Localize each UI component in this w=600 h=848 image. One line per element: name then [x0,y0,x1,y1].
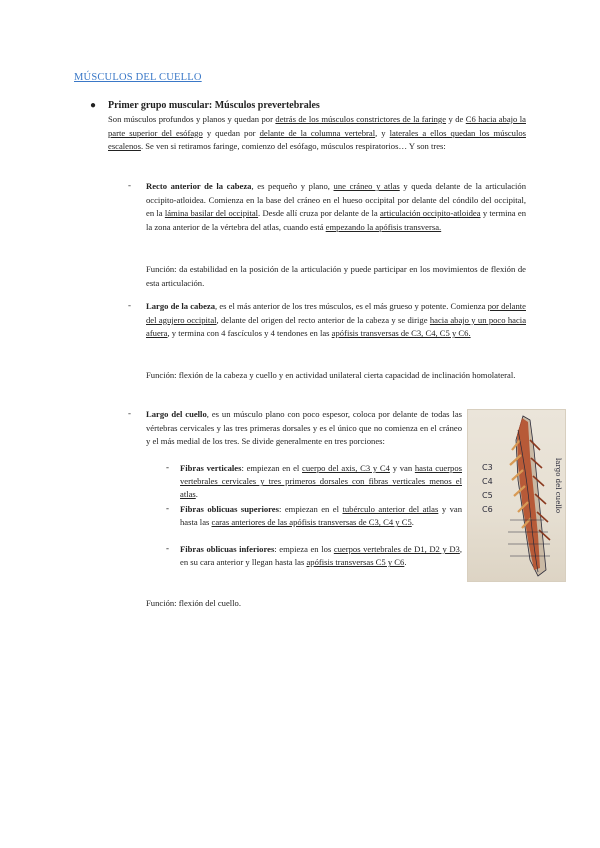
text-run: . [195,489,198,500]
text-run: . [411,517,414,528]
text-run: Son músculos profundos y planos y quedan por [108,114,276,124]
text-run: y van hasta las [180,504,462,528]
portion-name: Fibras oblicuas superiores [180,504,279,514]
text-run: y van [389,463,415,473]
underlined-text: cuerpo del axis, C3 y C4 [302,463,390,473]
text-run: . Desde allí cruza por delante de la [258,208,380,219]
muscle-largo-cuello [146,408,462,449]
underlined-text: lámina basilar del occipital [164,208,259,219]
underlined-text: detrás de los músculos constrictores de la faringe [275,114,447,124]
text-run: y de [446,114,466,124]
text-run: , delante del origen del recto anterior de la cabeza y se dirige [216,314,430,325]
vertical-caption: largo del cuello [554,458,562,514]
portion-oblicuas-inferiores [180,543,462,569]
text-run: . [404,557,407,568]
underlined-text: caras anteriores de las apófisis transversas de C3, C4 y C5 [211,517,412,528]
portion-fibras-verticales [180,462,462,502]
label-c4: C4 [482,477,493,486]
underlined-text: apófisis transversas C5 y C6 [306,557,405,568]
underlined-text: por delante del agujero occipital [146,301,526,325]
muscle-drawing-svg [468,410,565,581]
portion-name: Fibras oblicuas inferiores [180,544,275,554]
text-run: : empieza en los [274,544,334,554]
muscle-recto-anterior [146,180,526,234]
muscle-name: Largo de la cabeza [146,301,216,311]
dash-icon: - [166,543,169,553]
underlined-text: delante de la columna vertebral [259,127,376,138]
text-run: , y termina con 4 fascículos y 4 tendones en las [167,328,332,339]
intro-paragraph [108,113,526,154]
muscle-drawing-image [467,409,566,582]
underlined-text: C6 hacia abajo la parte superior del esófago [108,114,526,138]
portion-oblicuas-superiores [180,503,462,529]
muscle-largo-cabeza [146,300,526,341]
underlined-text: hacia abajo y un poco hacia afuera [146,314,527,339]
dash-icon: - [166,503,169,513]
text-run: . Se ven si retiramos faringe, comienzo del esófago, músculos respiratorios… Y son tres: [140,141,446,152]
text-run: y queda delante de la articulación occipito-atloidea. Comienza en la base del cráneo en el hueso occipital por delante del cóndilo del occipital, en la [146,181,526,219]
text-run: , en su cara anterior y llegan hasta las [180,544,462,568]
muscle-function: Función: flexión de la cabeza y cuello y en actividad unilateral cierta capacidad de inclinación homolateral. [146,370,516,380]
group-heading: Primer grupo muscular: Músculos prevertebrales [108,100,320,111]
bullet-icon: ● [90,100,97,111]
underlined-text: empezando la apófisis transversa. [325,221,442,232]
underlined-text: une cráneo y atlas [333,181,400,191]
label-c3: C3 [482,463,493,472]
section-title: MÚSCULOS DEL CUELLO [74,72,202,83]
label-c6: C6 [482,505,493,514]
underlined-text: laterales a ellos quedan los músculos escalenos [108,127,526,152]
underlined-text: cuerpos vertebrales de D1, D2 y D3 [333,544,460,554]
underlined-text: hasta cuerpos vertebrales cervicales y tres primeros dorsales con fibras verticales menos el atlas [180,463,462,500]
dash-icon: - [128,300,131,310]
muscle-function: Función: flexión del cuello. [146,598,241,608]
text-run: : empiezan en el [241,463,303,473]
underlined-text: tubérculo anterior del atlas [342,504,439,514]
text-run: , es un músculo plano con poco espesor, coloca por delante de todas las vértebras cervicales y las tres primeras dorsales y es el único que no comienza en el cráneo y el más medial de los tres. Se divide generalmente en tres porciones: [146,409,462,447]
muscle-name: Largo del cuello [146,409,207,419]
text-run: , es el más anterior de los tres músculos, es el más grueso y potente. Comienza [215,301,488,311]
dash-icon: - [128,180,131,190]
text-run: y termina en la zona anterior de la vértebra del atlas, cuando está [146,208,527,232]
text-run: y quedan por [202,127,260,138]
muscle-name: Recto anterior de la cabeza [146,181,252,191]
underlined-text: articulación occipito-atloidea [379,208,481,219]
portion-name: Fibras verticales [180,463,242,473]
text-run: : empiezan en el [278,504,343,514]
label-c5: C5 [482,491,493,500]
text-run: , y [375,127,390,138]
muscle-function: Función: da estabilidad en la posición de la articulación y puede participar en los movimientos de flexión de esta articulación. [146,264,526,288]
text-run: , es pequeño y plano, [251,181,334,191]
dash-icon: - [128,408,131,418]
underlined-text: apófisis transversas de C3, C4, C5 y C6. [331,328,471,339]
dash-icon: - [166,462,169,472]
